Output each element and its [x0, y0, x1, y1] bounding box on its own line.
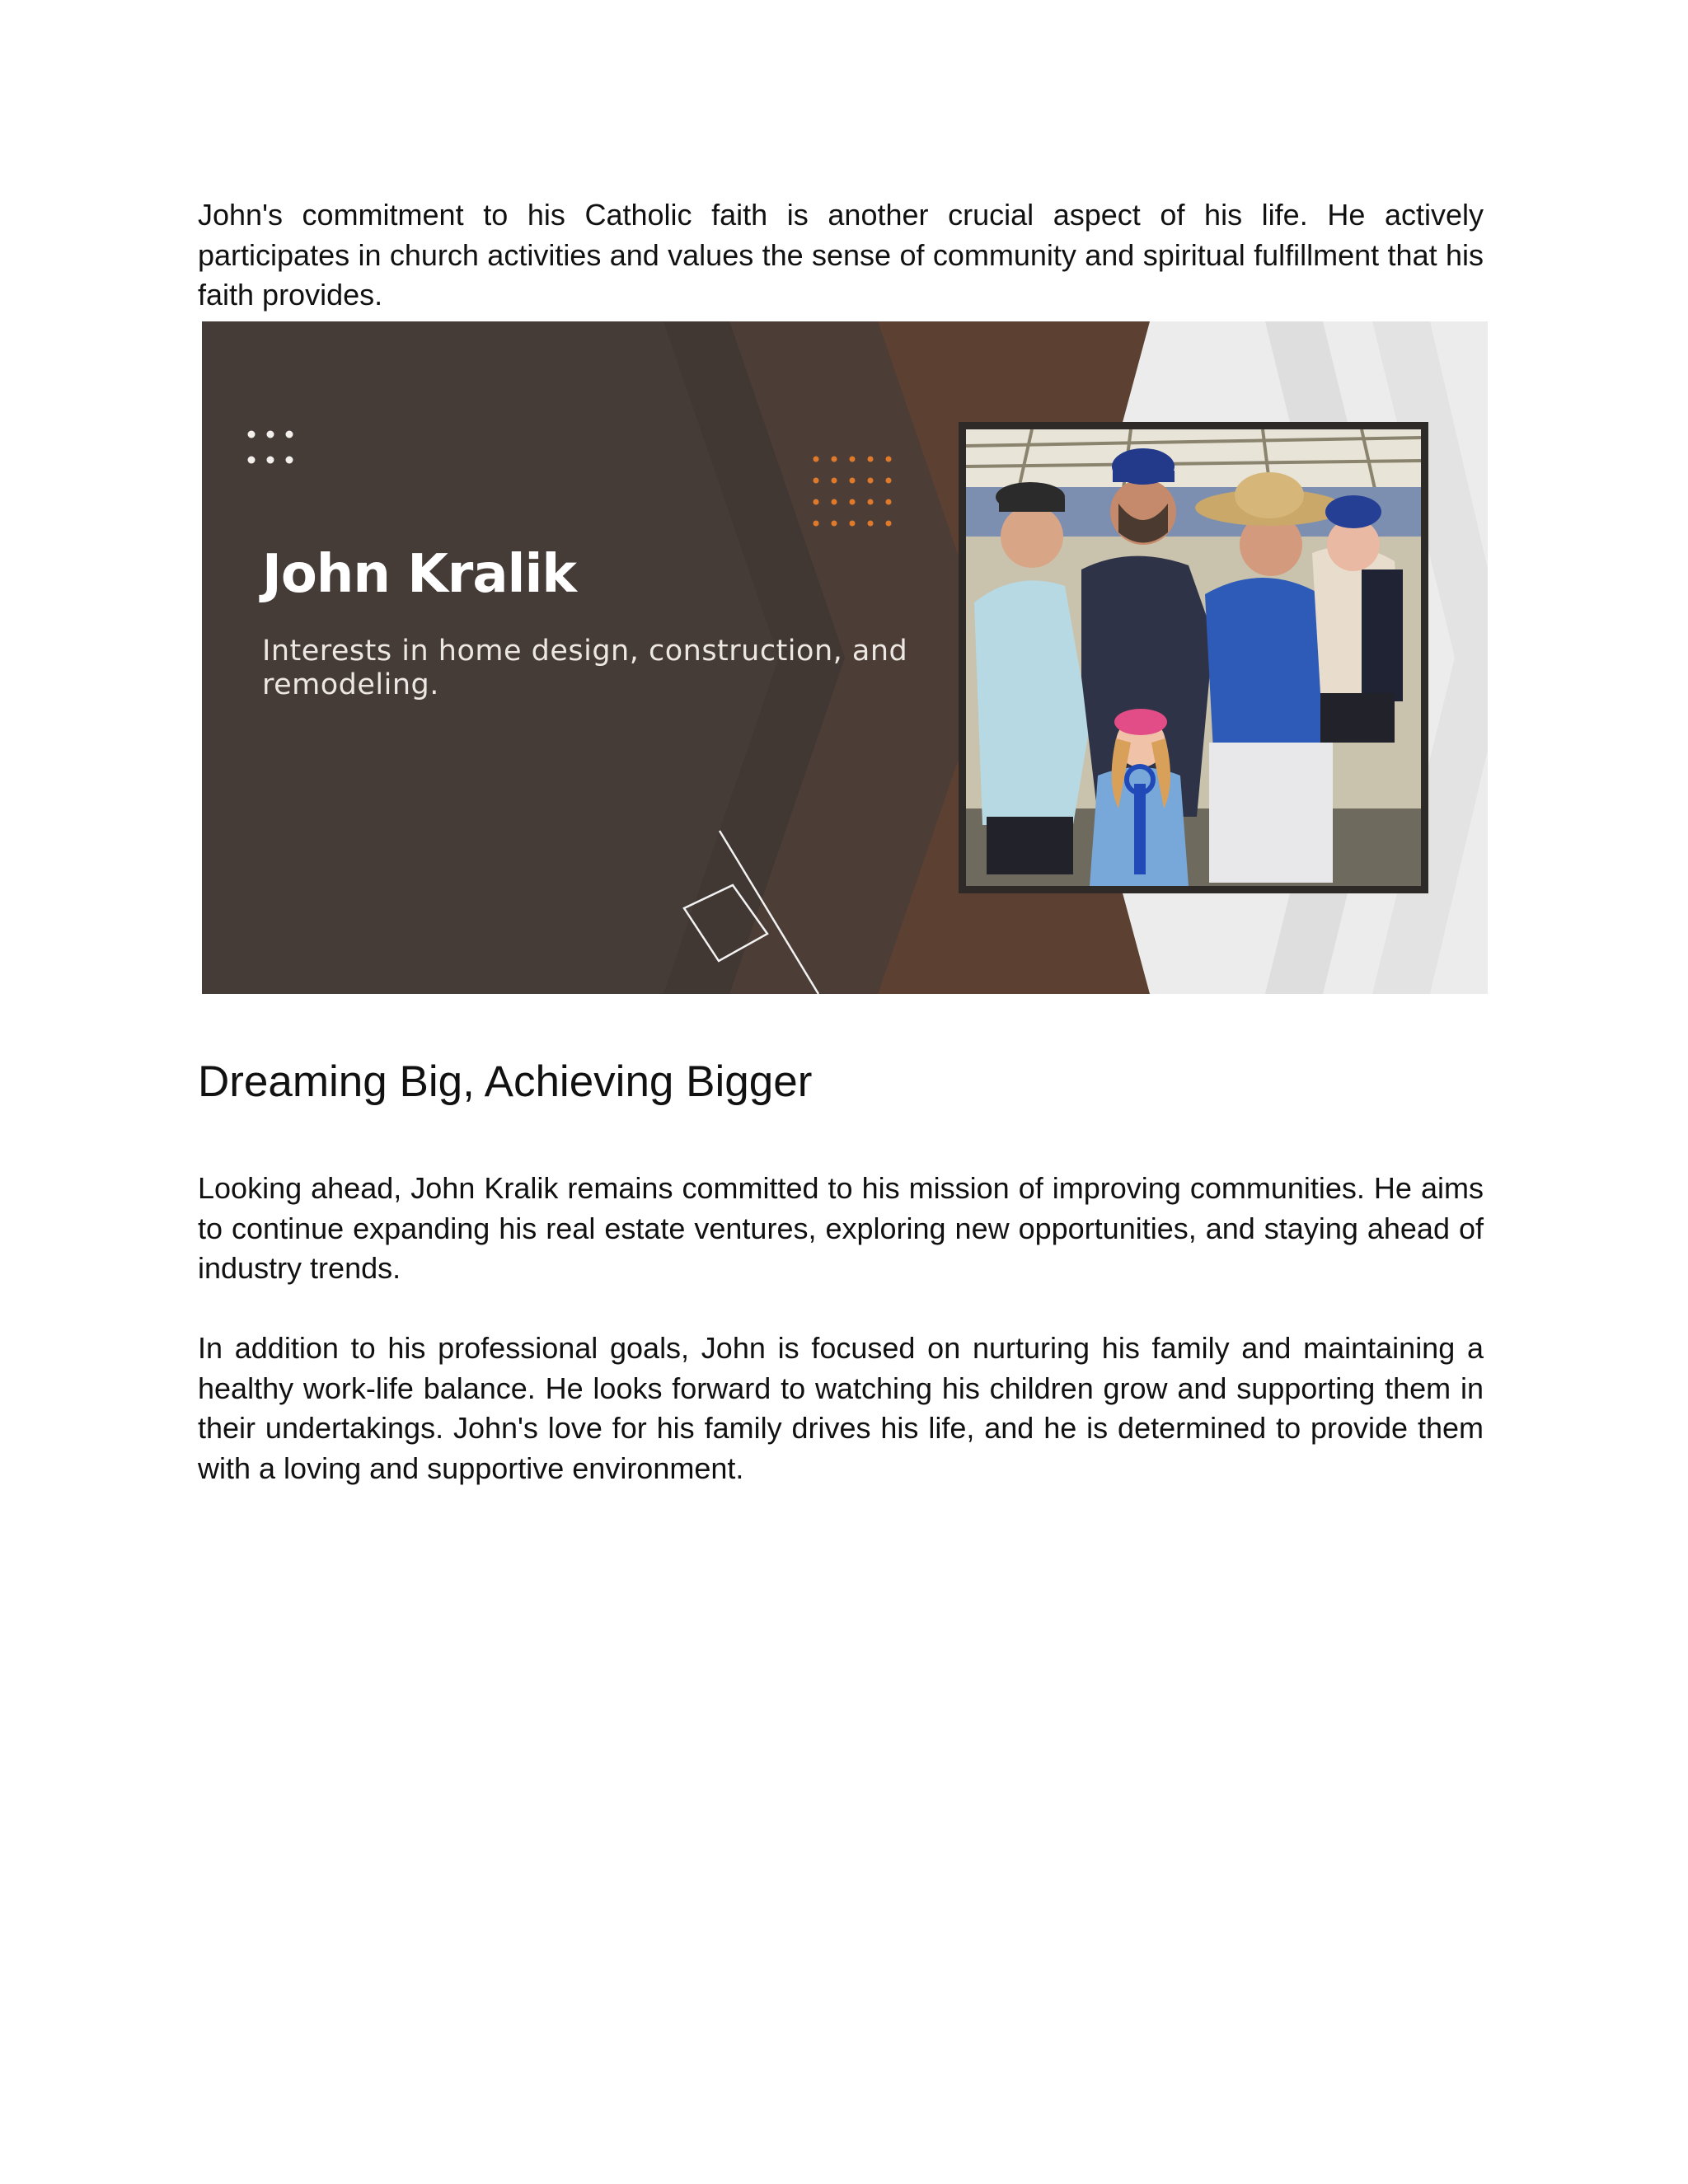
section-heading: Dreaming Big, Achieving Bigger	[198, 1057, 813, 1106]
family-paragraph: In addition to his professional goals, John is focused on nurturing his family and maintaining a healthy work-life balance. He looks forward to watching his children grow and supporting them in their undertakings. John's love for his family drives his life, and he is determined to provide them with a loving and supportive environment.	[198, 1331, 1484, 1485]
faith-paragraph: John's commitment to his Catholic faith is another crucial aspect of his life. He actively participates in church activities and values the sense of community and spiritual fulfillment that his faith provides.	[198, 198, 1484, 312]
banner-title: John Kralik	[262, 544, 576, 605]
looking-ahead-paragraph: Looking ahead, John Kralik remains committed to his mission of improving communities. He aims to continue expanding his real estate ventures, exploring new opportunities, and staying ahead of industry trends.	[198, 1171, 1484, 1285]
family-group-photo-icon	[966, 429, 1421, 886]
banner-subtitle: Interests in home design, construction, and remodeling.	[262, 635, 908, 701]
profile-banner	[202, 321, 1488, 994]
photo-frame	[959, 422, 1428, 893]
